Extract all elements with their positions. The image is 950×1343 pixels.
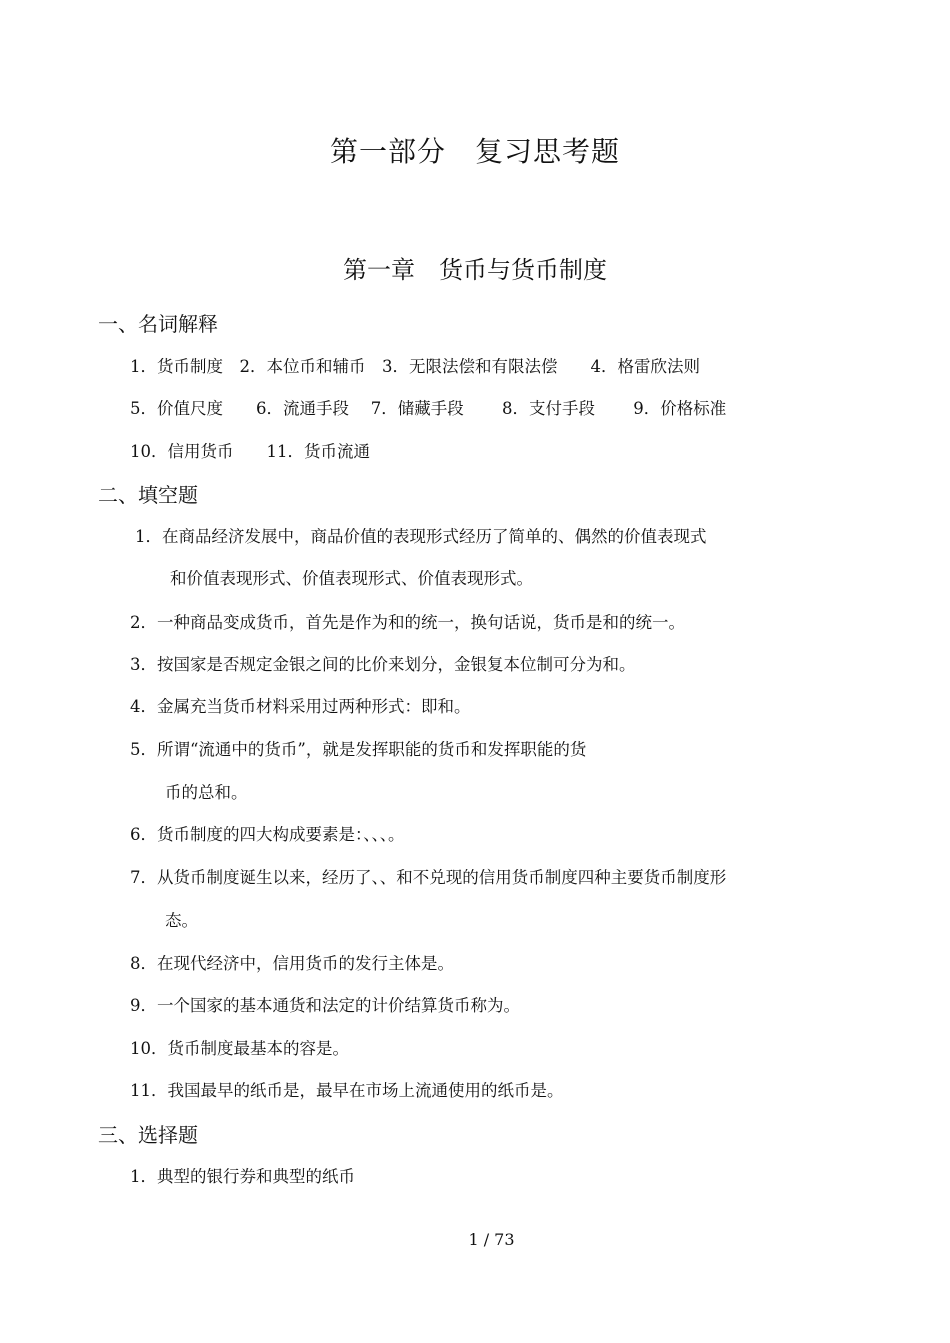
fill-item: 1．在商品经济发展中，商品价值的表现形式经历了简单的、偶然的价值表现式 <box>135 527 707 546</box>
page-indicator: 1 / 73 <box>468 1230 515 1249</box>
chapter-title: 第一章 货币与货币制度 <box>343 256 607 284</box>
fill-item: 3．按国家是否规定金银之间的比价来划分，金银复本位制可分为和。 <box>130 655 636 674</box>
fill-item: 2．一种商品变成货币，首先是作为和的统一，换句话说，货币是和的统一。 <box>130 613 685 632</box>
choice-item: 1．典型的银行券和典型的纸币 <box>130 1167 355 1186</box>
fill-item: 9．一个国家的基本通货和法定的计价结算货币称为。 <box>130 996 520 1015</box>
fill-item: 4．金属充当货币材料采用过两种形式：即和。 <box>130 697 471 716</box>
section-heading-choice: 三、选择题 <box>98 1123 198 1147</box>
terms-row: 10．信用货币 11．货币流通 <box>130 442 370 461</box>
fill-item: 10．货币制度最基本的容是。 <box>130 1039 349 1058</box>
fill-item-continuation: 和价值表现形式、价值表现形式、价值表现形式。 <box>170 569 533 588</box>
fill-item-continuation: 币的总和。 <box>165 783 248 802</box>
fill-item-continuation: 态。 <box>165 911 198 930</box>
fill-item: 7．从货币制度诞生以来，经历了、、和不兑现的信用货币制度四种主要货币制度形 <box>130 868 727 887</box>
fill-item: 6．货币制度的四大构成要素是：、、、。 <box>130 825 405 844</box>
terms-row: 5．价值尺度 6．流通手段 7．储藏手段 8．支付手段 9．价格标准 <box>130 399 727 418</box>
part-title: 第一部分 复习思考题 <box>329 135 620 168</box>
fill-item: 11．我国最早的纸币是，最早在市场上流通使用的纸币是。 <box>130 1081 564 1100</box>
fill-item: 8．在现代经济中，信用货币的发行主体是。 <box>130 954 454 973</box>
fill-item: 5．所谓“流通中的货币”，就是发挥职能的货币和发挥职能的货 <box>130 740 587 759</box>
terms-row: 1．货币制度 2．本位币和辅币 3．无限法偿和有限法偿 4．格雷欣法则 <box>130 357 700 376</box>
section-heading-fill: 二、填空题 <box>98 483 198 507</box>
section-heading-terms: 一、名词解释 <box>98 312 218 336</box>
